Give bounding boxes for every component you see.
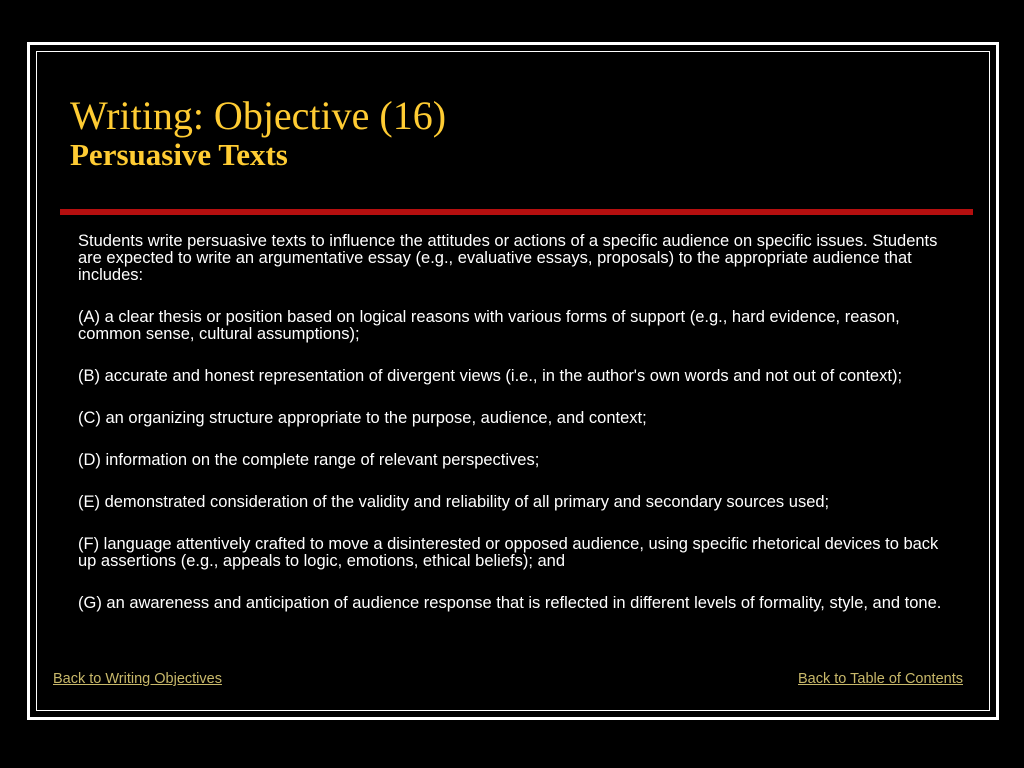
slide-subtitle: Persuasive Texts (70, 137, 288, 172)
slide-title-block (70, 93, 447, 172)
objective-item-g: (G) an awareness and anticipation of audience response that is reflected in different levels of formality, style, and tone. (78, 594, 942, 612)
objective-item-c: (C) an organizing structure appropriate to the purpose, audience, and context; (78, 409, 647, 427)
back-to-writing-objectives-link[interactable]: Back to Writing Objectives (53, 671, 222, 687)
back-to-table-of-contents-link[interactable]: Back to Table of Contents (798, 671, 963, 687)
slide-body (78, 233, 958, 637)
objective-item-b: (B) accurate and honest representation of divergent views (i.e., in the author's own words and not out of context); (78, 367, 903, 385)
intro-paragraph: Students write persuasive texts to influence the attitudes or actions of a specific audience on specific issues. Students are expected to write an argumentative essay (e.g., evaluative essays, proposals) to the appropriate audience that includes: (78, 232, 938, 284)
objective-item-e: (E) demonstrated consideration of the validity and reliability of all primary and secondary sources used; (78, 493, 830, 511)
objective-item-f: (F) language attentively crafted to move a disinterested or opposed audience, using specific rhetorical devices to back up assertions (e.g., appeals to logic, emotions, ethical beliefs); and (78, 535, 939, 570)
objective-item-d: (D) information on the complete range of relevant perspectives; (78, 451, 540, 469)
slide-title: Writing: Objective (16) (70, 93, 447, 138)
objective-item-a: (A) a clear thesis or position based on logical reasons with various forms of support (e.g., hard evidence, reason, common sense, cultural assumptions); (78, 308, 900, 343)
title-divider (60, 209, 973, 215)
